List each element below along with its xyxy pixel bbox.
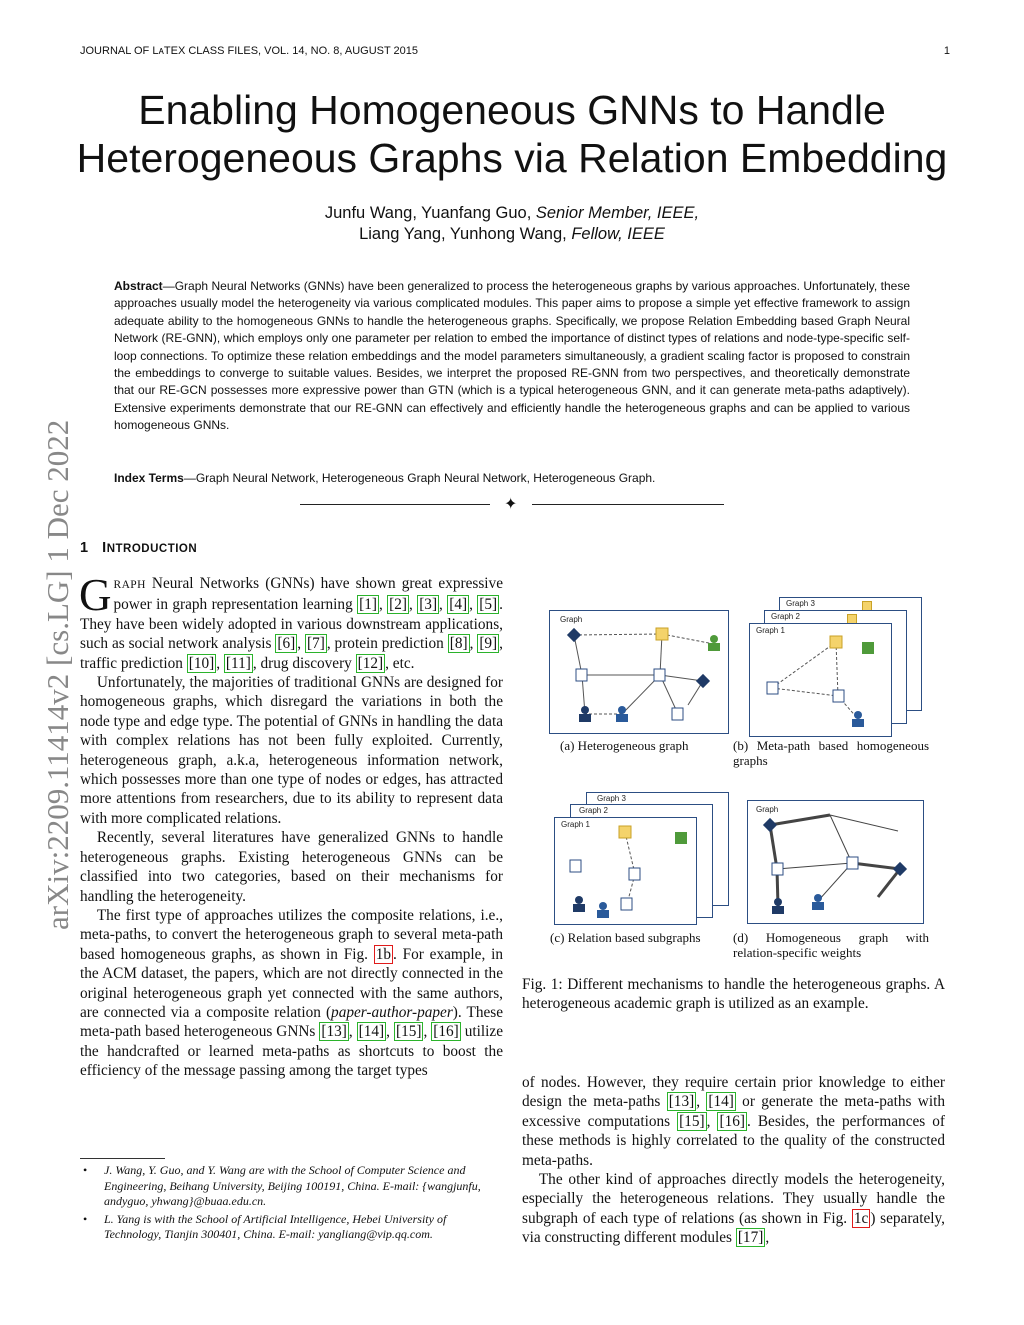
author-node: [618, 706, 626, 714]
panel-label: Graph 1: [561, 820, 590, 829]
footnote-text: J. Wang, Y. Guo, and Y. Wang are with the School of Computer Science and Engineering, Beihang University, Beijing 100191, China. E-mail: {wangjunfu, andyguo, yhwang}@buaa.edu.cn.: [104, 1163, 481, 1208]
citation-link[interactable]: [3]: [419, 596, 438, 614]
index-terms-label: Index Terms: [114, 471, 184, 485]
edge-dashed: [574, 634, 662, 635]
citation-link[interactable]: [4]: [449, 596, 468, 614]
dropcap-smallcaps: RAPH: [113, 579, 146, 591]
graph-b-drawing: [750, 624, 891, 736]
citation-link[interactable]: [14]: [708, 1093, 734, 1111]
panel-label: Graph 3: [786, 599, 815, 608]
weighted-edge: [852, 863, 900, 869]
edge-dashed: [772, 688, 838, 696]
paper-node: [629, 868, 640, 880]
citation-link[interactable]: [10]: [188, 654, 215, 672]
paper-node: [576, 669, 587, 681]
text-run: utilize the handcrafted or learned meta-paths as shortcuts to boost the efficiency of the message passing among the target types: [80, 1023, 503, 1080]
author-node-body: [852, 719, 864, 727]
venue-node: [830, 636, 842, 648]
citation-link[interactable]: [5]: [479, 596, 498, 614]
text-run: , protein prediction: [326, 635, 448, 653]
text-run: The first type of approaches utilizes the composite relations, i.e., meta-paths, to convert the heterogeneous graph to several meta-path based homogeneous graphs, as shown in Fig.: [80, 906, 503, 963]
panel-label: Graph 3: [597, 794, 626, 803]
edge-dashed: [772, 642, 836, 688]
intro-paragraph-3: Recently, several literatures have generalized GNNs to handle heterogeneous graphs. Existing heterogeneous GNNs can be classified into two categories, based on their mechanisms for handling the heterogeneity.: [80, 829, 503, 905]
text-run: ,: [696, 1093, 707, 1111]
citation-link[interactable]: [11]: [225, 654, 251, 672]
term-node: [763, 818, 777, 832]
right-paragraph-2: [522, 1170, 945, 1248]
index-terms: [114, 470, 910, 487]
graph-c-drawing: [555, 818, 696, 924]
abstract-text: —Graph Neural Networks (GNNs) have been generalized to process the heterogeneous graphs by various approaches. Unfortunately, these approaches usually model the heterogeneity via various complicated modules. This paper aims to propose a simple yet effective framework to assign adequate ability to the homogeneous GNNs to handle the heterogeneous graphs. Specifically, we propose Relation Embedding based Graph Neural Network (RE-GNN), which employs only one parameter per relation to embed the importance of distinct types of relations and node-type-specific self-loop connections. To optimize these relation embeddings and the model parameters simultaneously, a gradient scaling factor is proposed to constrain the embeddings to converge to suitable values. Besides, we interpret the proposed RE-GNN from two perspectives, and theoretically demonstrate that our RE-GCN possesses more expressive power than GTN (which is a typical heterogeneous GNN, and it can generate meta-paths adaptively). Extensive experiments demonstrate that our RE-GNN can effectively and efficiently handle the heterogeneous graphs and can be applied to various homogeneous GNNs.: [114, 279, 910, 433]
citation-link[interactable]: [7]: [306, 635, 325, 653]
term-node: [696, 674, 710, 688]
footnote-item: [80, 1212, 503, 1243]
author-node-body: [772, 906, 784, 914]
footnote-item: [80, 1163, 503, 1210]
weighted-edge: [770, 825, 777, 869]
text-run: . Besides, the performances of these methods is highly correlated to the quality of the constructed meta-paths.: [522, 1112, 945, 1169]
panel-label: Graph 2: [579, 806, 608, 815]
citation-link[interactable]: [15]: [395, 1023, 422, 1041]
body-right-column: [522, 1073, 945, 1248]
intro-paragraph-1: [79, 570, 503, 673]
paper-node: [672, 708, 683, 720]
weighted-edge: [830, 815, 898, 831]
panel-meta-path-graph-1: [749, 623, 892, 737]
paper-node: [833, 690, 844, 702]
edge-dashed: [662, 634, 714, 644]
panel-heterogeneous-graph: [549, 610, 729, 734]
citation-link[interactable]: [16]: [433, 1023, 459, 1041]
author-line-2: [100, 224, 924, 245]
text-run: , traffic prediction: [80, 635, 503, 672]
citation-link[interactable]: [15]: [679, 1112, 705, 1130]
author-node: [814, 894, 822, 902]
bullet-icon: •: [83, 1163, 88, 1177]
citation-link[interactable]: [14]: [358, 1023, 385, 1041]
section-title-rest: NTRODUCTION: [106, 543, 198, 555]
author-node: [710, 635, 718, 643]
citation-link[interactable]: [16]: [719, 1112, 745, 1130]
paper-node: [847, 857, 858, 869]
subcaption-c: (c) Relation based subgraphs: [550, 930, 701, 945]
author-node-body: [579, 714, 591, 722]
text-run: ,: [469, 596, 478, 614]
figure-1: [522, 590, 945, 970]
author-role-2: Fellow, IEEE: [571, 225, 665, 243]
dropcap: G: [79, 570, 112, 620]
author-names-2: Liang Yang, Yunhong Wang,: [359, 225, 567, 243]
weighted-edge: [878, 869, 900, 897]
panel-label: Graph 1: [756, 626, 785, 635]
citation-link[interactable]: [9]: [479, 635, 498, 653]
citation-link[interactable]: [12]: [357, 654, 384, 672]
paper-node: [772, 863, 783, 875]
graph-d-drawing: [748, 801, 923, 923]
edge-dashed: [836, 642, 838, 696]
bullet-icon: •: [83, 1211, 88, 1226]
author-node-body: [573, 904, 585, 912]
right-paragraph-1: [522, 1073, 945, 1170]
author-role-1: Senior Member, IEEE,: [535, 204, 700, 222]
text-run: ,: [378, 596, 388, 614]
section-separator: [300, 494, 724, 513]
paper-node: [767, 682, 778, 694]
figure-reference-link[interactable]: 1b: [375, 945, 392, 963]
text-run: ,: [386, 1023, 394, 1041]
paper-node: [570, 860, 581, 872]
intro-paragraph-4: [80, 906, 503, 1081]
weighted-edge: [777, 863, 852, 869]
author-node: [581, 706, 589, 714]
separator-line-right: [532, 504, 724, 505]
text-run: ,: [348, 1023, 357, 1041]
text-run: Neural Networks (GNNs) have shown great expressive power in graph representation learning: [113, 575, 503, 614]
citation-link[interactable]: [13]: [668, 1093, 695, 1111]
citation-link[interactable]: [1]: [359, 596, 377, 614]
abstract: [114, 278, 910, 435]
panel-label: Graph: [560, 615, 583, 624]
panel-label: Graph: [756, 805, 779, 814]
figure-caption: Fig. 1: Different mechanisms to handle the heterogeneous graphs. A heterogeneous academic graph is utilized as an example.: [522, 976, 945, 1013]
text-run: . They have been widely adopted in various downstream applications, such as social network analysis: [80, 596, 503, 653]
text-run: , drug discovery: [252, 654, 356, 672]
text-run: ,: [765, 1229, 770, 1247]
arxiv-stamp: [20, 360, 75, 930]
section-title-initial: I: [102, 540, 107, 556]
separator-line-left: [300, 504, 490, 505]
separator-star-icon: ✦: [504, 494, 518, 513]
text-run: The other kind of approaches directly models the heterogeneity, especially the heterogeneous relations. They usually handle the subgraph of each type of relations (as shown in Fig.: [522, 1171, 945, 1227]
author-block: [100, 203, 924, 245]
arxiv-identifier: arXiv:2209.11414v2 [cs.LG] 1 Dec 2022: [40, 419, 75, 930]
edge: [660, 675, 703, 681]
subcaption-b: (b) Meta-path based homogeneous graphs: [733, 738, 929, 768]
text-run: , etc.: [385, 654, 415, 672]
citation-link[interactable]: [17]: [737, 1229, 764, 1247]
subcaption-a: (a) Heterogeneous graph: [560, 738, 689, 753]
citation-link[interactable]: [6]: [277, 635, 296, 653]
text-run: . For example, in the ACM dataset, the papers, which are not directly connected in the original heterogeneous graph yet connected with the same authors, are connected via a composite relation (: [80, 945, 503, 1021]
paper-node: [654, 669, 665, 681]
author-node: [599, 902, 607, 910]
index-terms-text: —Graph Neural Network, Heterogeneous Graph Neural Network, Heterogeneous Graph.: [183, 471, 656, 485]
text-run: ,: [423, 1023, 432, 1041]
section-heading: [80, 540, 197, 556]
panel-label: Graph 2: [771, 612, 800, 621]
body-left-column: [79, 570, 503, 1081]
text-run: of nodes. However, they require certain prior knowledge to either design the meta-paths: [522, 1074, 945, 1111]
subcaption-d: (d) Homogeneous graph with relation-specific weights: [733, 930, 929, 960]
author-node-body: [708, 643, 720, 651]
page-number: 1: [943, 45, 950, 57]
text-run: ,: [297, 635, 305, 653]
text-run: ,: [216, 654, 224, 672]
text-run: ). These meta-path based heterogeneous GNNs: [80, 1003, 503, 1041]
text-run: ,: [706, 1112, 718, 1130]
term-node: [567, 628, 581, 642]
graph-a-drawing: [550, 611, 728, 733]
text-run: or generate the meta-paths with excessive computations: [522, 1093, 945, 1130]
footnotes: [80, 1163, 503, 1243]
journal-line: JOURNAL OF LᴀTEX CLASS FILES, VOL. 14, NO. 8, AUGUST 2015: [80, 45, 419, 57]
author-node: [575, 896, 583, 904]
weighted-edge: [830, 815, 852, 863]
venue-node: [656, 628, 668, 640]
running-header: [80, 45, 950, 57]
footnote-rule: [80, 1158, 165, 1159]
intro-paragraph-2: Unfortunately, the majorities of traditional GNNs are designed for homogeneous graphs, which disregard the variations in both the node type and edge type. The potential of GNNs in handling the data with complex relations has not been fully exploited. Currently, heterogeneous graph, a.k.a, heterogeneous information network, which possesses more than one type of nodes or edges, has attracted more attentions from researchers, due to its ability to represent data with more complicated relations.: [80, 674, 503, 827]
footnote-text: L. Yang is with the School of Artificial Intelligence, Hebei University of Technology, Tianjin 300401, China. E-mail: yangliang@vip.qq.com.: [104, 1211, 447, 1241]
venue-node: [619, 826, 631, 838]
author-node-body: [616, 714, 628, 722]
citation-link[interactable]: [2]: [389, 596, 407, 614]
text-run: ) separately, via constructing different modules: [522, 1209, 945, 1247]
panel-relation-subgraph-1: [554, 817, 697, 925]
citation-link[interactable]: [8]: [449, 635, 468, 653]
text-run-italic: paper-author-paper: [331, 1003, 453, 1021]
text-run: ,: [409, 596, 418, 614]
text-run: ,: [469, 635, 478, 653]
author-node: [854, 711, 862, 719]
author-names-1: Junfu Wang, Yuanfang Guo,: [324, 204, 532, 222]
paper-title: Enabling Homogeneous GNNs to Handle Heterogeneous Graphs via Relation Embedding: [76, 87, 948, 181]
author-line-1: [100, 203, 924, 224]
paper-node: [621, 898, 632, 910]
author-node: [675, 832, 687, 844]
author-node-body: [812, 902, 824, 910]
citation-link[interactable]: [13]: [321, 1023, 347, 1041]
abstract-label: Abstract: [114, 279, 163, 293]
section-number: 1: [80, 540, 89, 556]
figure-reference-link[interactable]: 1c: [853, 1209, 869, 1227]
author-node-body: [597, 910, 609, 918]
panel-homogeneous-weighted-graph: [747, 800, 924, 924]
author-node: [862, 642, 874, 654]
text-run: ,: [439, 596, 448, 614]
weighted-edge: [770, 815, 830, 825]
author-node: [774, 898, 782, 906]
